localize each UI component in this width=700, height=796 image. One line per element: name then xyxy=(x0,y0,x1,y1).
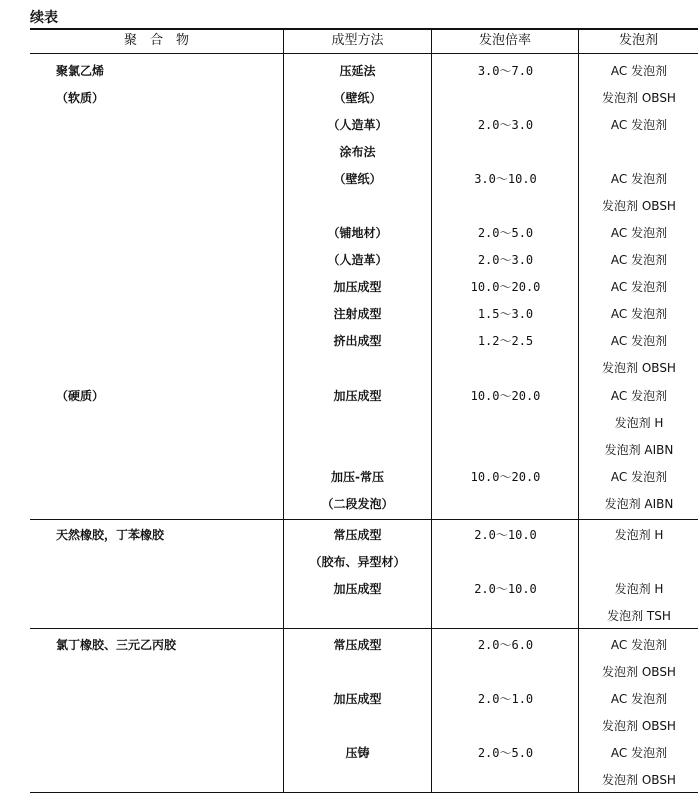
ratio-cell xyxy=(433,659,578,686)
ratio-cell xyxy=(433,549,578,576)
ratio-cell: 2.0～1.0 xyxy=(477,692,534,706)
agent-cell xyxy=(580,139,698,166)
method-cell: （铺地材） xyxy=(327,226,388,240)
method-cell: 加压成型 xyxy=(333,692,382,706)
foaming-agent-table xyxy=(30,28,698,793)
table-row xyxy=(30,139,698,166)
group-rule-rubber xyxy=(30,519,698,520)
table-row xyxy=(30,328,698,355)
method-cell: （人造革） xyxy=(327,253,388,267)
agent-cell: AC 发泡剂 xyxy=(610,638,668,652)
ratio-cell xyxy=(433,355,578,382)
method-cell: 加压-常压 xyxy=(331,470,384,484)
ratio-cell: 3.0～10.0 xyxy=(474,172,537,186)
agent-cell: 发泡剂 AIBN xyxy=(604,443,674,457)
method-cell xyxy=(285,193,430,220)
ratio-cell: 2.0～5.0 xyxy=(477,226,534,240)
ratio-cell: 10.0～20.0 xyxy=(470,470,541,484)
agent-cell: AC 发泡剂 xyxy=(610,64,668,78)
method-cell: 加压成型 xyxy=(333,582,382,596)
ratio-cell xyxy=(433,767,578,794)
table-caption: 续表 xyxy=(30,10,58,26)
ratio-cell xyxy=(433,437,578,464)
ratio-cell: 2.0～6.0 xyxy=(477,638,534,652)
method-cell: 挤出成型 xyxy=(333,334,382,348)
ratio-cell: 2.0～3.0 xyxy=(477,118,534,132)
agent-cell: 发泡剂 H xyxy=(614,416,664,430)
table-row xyxy=(30,247,698,274)
ratio-cell: 1.5～3.0 xyxy=(477,307,534,321)
table-row xyxy=(30,686,698,713)
method-cell: 涂布法 xyxy=(339,145,376,159)
agent-cell: AC 发泡剂 xyxy=(610,307,668,321)
ratio-cell: 10.0～20.0 xyxy=(470,280,541,294)
agent-cell: 发泡剂 OBSH xyxy=(602,665,676,679)
ratio-cell: 10.0～20.0 xyxy=(470,389,541,403)
method-cell xyxy=(285,355,430,382)
ratio-cell: 2.0～5.0 xyxy=(477,746,534,760)
method-cell: （二段发泡） xyxy=(321,497,394,511)
method-cell: 常压成型 xyxy=(333,638,382,652)
agent-cell: AC 发泡剂 xyxy=(610,470,668,484)
method-cell: 注射成型 xyxy=(333,307,382,321)
method-cell xyxy=(285,410,430,437)
table-row xyxy=(30,85,698,112)
table-row xyxy=(30,740,698,767)
table-row xyxy=(30,491,698,518)
table-row xyxy=(30,355,698,382)
agent-cell: 发泡剂 OBSH xyxy=(602,719,676,733)
polymer-cell: （硬质） xyxy=(56,389,105,403)
agent-cell: AC 发泡剂 xyxy=(610,692,668,706)
agent-cell: 发泡剂 TSH xyxy=(607,609,671,623)
table-row xyxy=(30,193,698,220)
agent-cell: 发泡剂 OBSH xyxy=(602,199,676,213)
agent-cell: AC 发泡剂 xyxy=(610,746,668,760)
ratio-cell: 2.0～10.0 xyxy=(474,528,537,542)
agent-cell: 发泡剂 H xyxy=(614,582,664,596)
method-cell xyxy=(285,713,430,740)
header-agent: 发泡剂 xyxy=(618,33,658,48)
agent-cell: AC 发泡剂 xyxy=(610,118,668,132)
table-row xyxy=(30,603,698,630)
header-ratio: 发泡倍率 xyxy=(478,33,531,48)
ratio-cell: 1.2～2.5 xyxy=(477,334,534,348)
table-row xyxy=(30,410,698,437)
method-cell: （壁纸） xyxy=(333,91,382,105)
ratio-cell xyxy=(433,410,578,437)
table-row xyxy=(30,549,698,576)
agent-cell: 发泡剂 AIBN xyxy=(604,497,674,511)
agent-cell xyxy=(580,549,698,576)
polymer-cell: 天然橡胶，丁苯橡胶 xyxy=(56,528,165,542)
table-row xyxy=(30,522,698,549)
table-row xyxy=(30,713,698,740)
header-polymer: 聚 合 物 xyxy=(123,33,189,48)
ratio-cell: 2.0～10.0 xyxy=(474,582,537,596)
agent-cell: 发泡剂 H xyxy=(614,528,664,542)
method-cell xyxy=(285,603,430,630)
method-cell xyxy=(285,659,430,686)
table-row xyxy=(30,166,698,193)
agent-cell: AC 发泡剂 xyxy=(610,389,668,403)
agent-cell: 发泡剂 OBSH xyxy=(602,773,676,787)
ratio-cell xyxy=(433,85,578,112)
table-row xyxy=(30,301,698,328)
agent-cell: 发泡剂 OBSH xyxy=(602,91,676,105)
table-row xyxy=(30,464,698,491)
method-cell: 加压成型 xyxy=(333,280,382,294)
ratio-cell: 2.0～3.0 xyxy=(477,253,534,267)
table-row xyxy=(30,274,698,301)
ratio-cell xyxy=(433,713,578,740)
method-cell: （胶布、异型材） xyxy=(309,555,406,569)
table-row xyxy=(30,58,698,85)
polymer-cell: 氯丁橡胶、三元乙丙胶 xyxy=(56,638,177,652)
table-row xyxy=(30,220,698,247)
ratio-cell xyxy=(433,491,578,518)
agent-cell: AC 发泡剂 xyxy=(610,253,668,267)
agent-cell: AC 发泡剂 xyxy=(610,334,668,348)
header-rule xyxy=(30,53,698,54)
polymer-cell: 聚氯乙烯 xyxy=(56,64,105,78)
method-cell: （人造革） xyxy=(327,118,388,132)
method-cell: （壁纸） xyxy=(333,172,382,186)
polymer-cell: （软质） xyxy=(56,91,105,105)
table-row xyxy=(30,632,698,659)
agent-cell: AC 发泡剂 xyxy=(610,226,668,240)
table-row xyxy=(30,659,698,686)
table-row xyxy=(30,383,698,410)
ratio-cell xyxy=(433,193,578,220)
method-cell: 加压成型 xyxy=(333,389,382,403)
table-row xyxy=(30,112,698,139)
header-method: 成型方法 xyxy=(331,33,384,48)
agent-cell: AC 发泡剂 xyxy=(610,172,668,186)
method-cell xyxy=(285,767,430,794)
method-cell: 压延法 xyxy=(339,64,376,78)
table-row xyxy=(30,437,698,464)
method-cell xyxy=(285,437,430,464)
agent-cell: AC 发泡剂 xyxy=(610,280,668,294)
agent-cell: 发泡剂 OBSH xyxy=(602,361,676,375)
method-cell: 压铸 xyxy=(345,746,370,760)
ratio-cell xyxy=(433,603,578,630)
ratio-cell xyxy=(433,139,578,166)
table-row xyxy=(30,767,698,794)
table-row xyxy=(30,576,698,603)
method-cell: 常压成型 xyxy=(333,528,382,542)
ratio-cell: 3.0～7.0 xyxy=(477,64,534,78)
